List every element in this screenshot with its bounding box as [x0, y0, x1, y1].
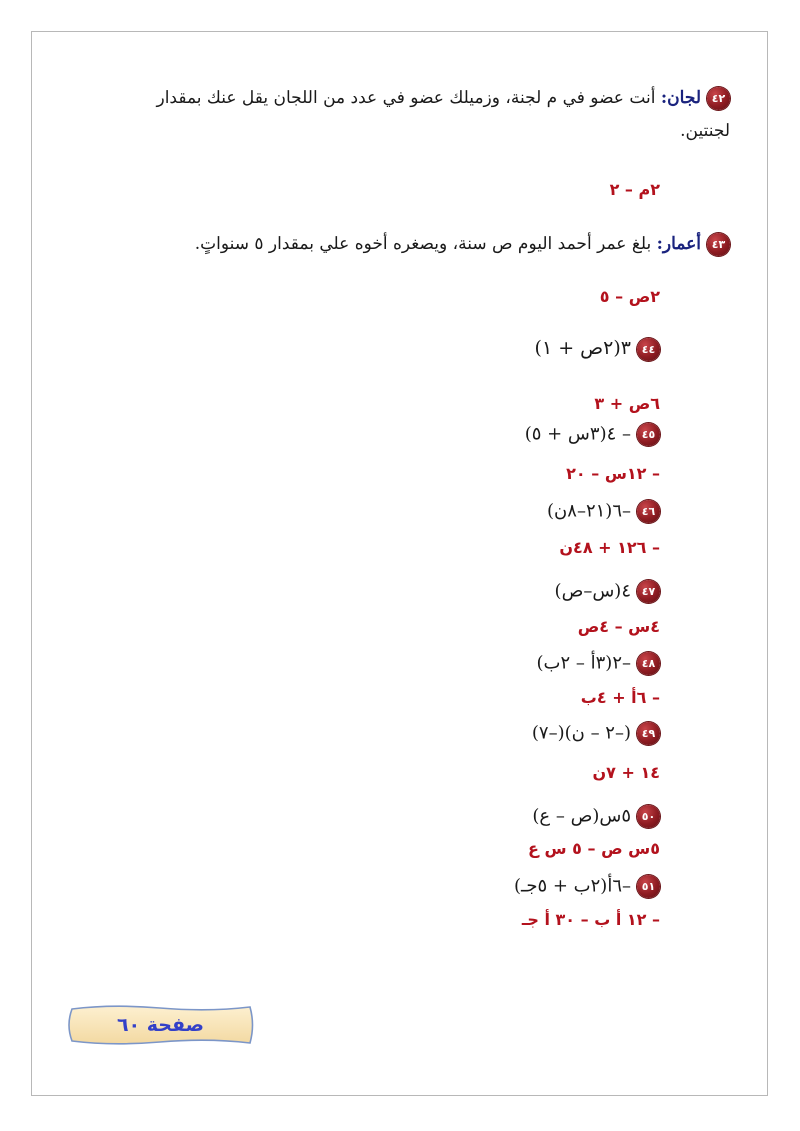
problem-text: بلغ عمر أحمد اليوم ص سنة، ويصغره أخوه علي بمقدار ٥ سنواتٍ. — [194, 234, 657, 254]
answer-51: – ١٢ أ ب – ٣٠ أ جـ — [521, 910, 660, 929]
exercise-number-badge: ٥٠ — [637, 805, 660, 828]
problem-number-badge: ٤٢ — [707, 87, 730, 110]
exercise-number-badge: ٤٩ — [637, 722, 660, 745]
problem-text: أنت عضو في م لجنة، وزميلك عضو في عدد من اللجان يقل عنك بمقدار لجنتين. — [156, 88, 730, 141]
answer-48: – ٦أ + ٤ب — [580, 688, 660, 707]
answer-45: – ١٢س – ٢٠ — [566, 464, 660, 483]
exercise-expression: –٦أ(٢ب + ٥جـ) — [514, 875, 631, 897]
page-number-label — [64, 1003, 257, 1047]
answer-46: – ١٢٦ + ٤٨ن — [559, 538, 660, 557]
exercise-expression: –٢(٣أ – ٢ب) — [536, 652, 631, 674]
exercise-expression: –٦(٢١–٨ن) — [547, 500, 631, 522]
exercise-expression: – ٤(٣س + ٥) — [524, 423, 631, 445]
exercise-48 — [537, 652, 660, 675]
exercise-number-badge: ٤٧ — [637, 580, 660, 603]
exercise-47 — [555, 580, 660, 603]
problem-number-badge: ٤٣ — [707, 233, 730, 256]
answer-43: ٢ص – ٥ — [599, 287, 660, 306]
exercise-number-badge: ٤٨ — [637, 652, 660, 675]
exercise-number-badge: ٤٤ — [637, 338, 660, 361]
problem-43 — [130, 228, 730, 261]
exercise-45 — [525, 423, 660, 446]
exercise-expression: (–٢ – ن)(–٧) — [531, 722, 631, 744]
answer-49: ١٤ + ٧ن — [592, 763, 660, 782]
problem-42 — [140, 82, 730, 148]
exercise-number-badge: ٥١ — [637, 875, 660, 898]
exercise-46 — [547, 500, 660, 523]
exercise-51 — [514, 875, 660, 898]
exercise-50 — [532, 805, 660, 828]
exercise-number-badge: ٤٥ — [637, 423, 660, 446]
exercise-44 — [535, 337, 660, 361]
page-number-text: صفحة ٦٠ — [116, 1014, 205, 1036]
exercise-number-badge: ٤٦ — [637, 500, 660, 523]
answer-50: ٥س ص – ٥ س ع — [528, 839, 660, 858]
problem-keyword: لجان: — [660, 88, 701, 108]
exercise-49 — [532, 722, 660, 745]
answer-47: ٤س – ٤ص — [577, 617, 660, 636]
exercise-expression: ٤(س–ص) — [554, 580, 631, 602]
exercise-expression: ٣(٢ص + ١) — [534, 337, 631, 359]
problem-keyword: أعمار: — [656, 234, 701, 254]
exercise-expression: ٥س(ص – ع) — [532, 805, 631, 827]
answer-42: ٢م – ٢ — [609, 180, 660, 199]
answer-44: ٦ص + ٣ — [594, 394, 660, 413]
